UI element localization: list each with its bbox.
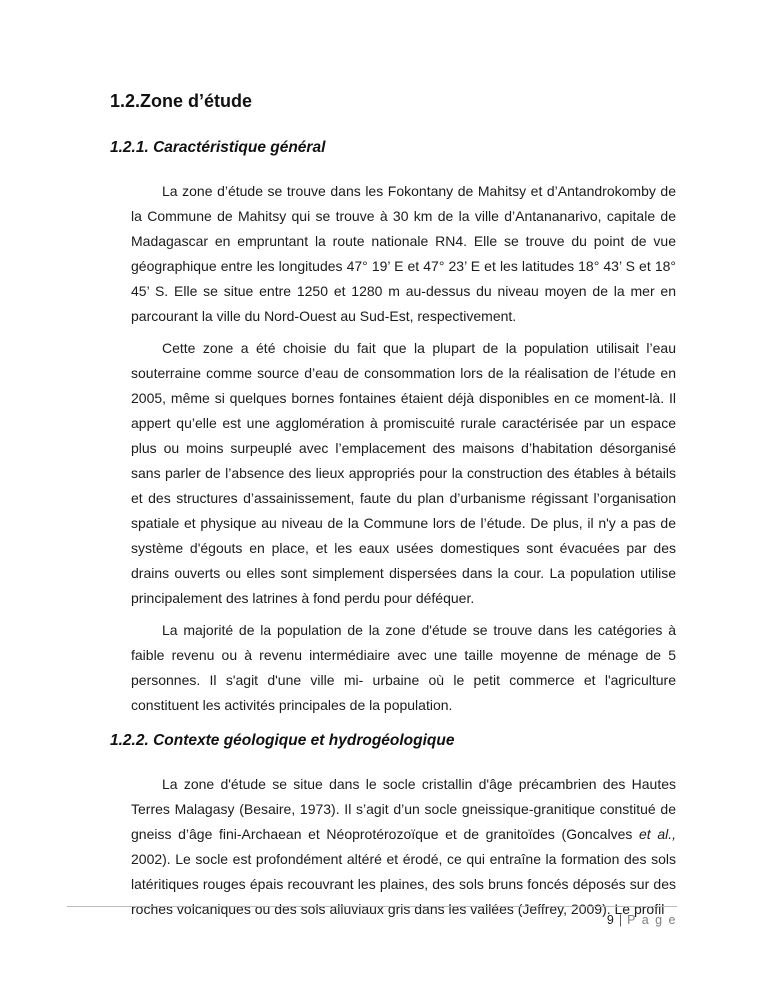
footer-page-number: 9 <box>606 913 614 927</box>
paragraph-population: La majorité de la population de la zone d'étude se trouve dans les catégories à faible revenu ou à revenu intermédiaire avec une taille moyenne de ménage de 5 personnes. Il s'agit d'une ville mi- urbaine où le petit commerce et l'agriculture constituent les activités principales de la population. <box>131 622 676 713</box>
heading-zone-etude: 1.2.Zone d’étude <box>110 91 253 111</box>
paragraph-localisation: La zone d’étude se trouve dans les Fokontany de Mahitsy et d’Antandrokomby de la Commune de Mahitsy qui se trouve à 30 km de la ville d’Antananarivo, capitale de Madagascar en empruntant la route nationale RN4. Elle se trouve du point de vue géographique entre les longitudes 47° 19’ E et 47° 23’ E et les latitudes 18° 43’ S et 18° 45’ S. Elle se situe entre 1250 et 1280 m au-dessus du niveau moyen de la mer en parcourant la ville du Nord-Ouest au Sud-Est, respectivement. <box>131 183 676 324</box>
heading-contexte-geologique: 1.2.2. Contexte géologique et hydrogéologique <box>110 732 455 749</box>
paragraph-geologie-et-al: et al., <box>639 826 677 842</box>
paragraph-geologie-text-start: La zone d'étude se situe dans le socle cristallin d'âge précambrien des Hautes Terres Malagasy (Besaire, 1973). Il s’agit d’un socle gneissique-granitique constitué de gneiss d’âge fini-Archaean et Néoprotérozoïque et de granitoïdes (Goncalves <box>131 776 676 842</box>
footer-page-label: P a g e <box>627 913 677 927</box>
paragraph-geologie-text-end: 2002). Le socle est profondément altéré et érodé, ce qui entraîne la formation des sols latéritiques rouges épais recouvrant les plaines, des sols bruns foncés déposés sur des roches volcaniques ou des sols alluviaux gris dans les vallées (Jeffrey, 2009). Le profil <box>131 851 676 917</box>
page-content <box>110 91 676 929</box>
page-footer <box>67 906 677 928</box>
footer-separator: | <box>618 913 623 927</box>
heading-caracteristique-general: 1.2.1. Caractéristique général <box>110 139 326 156</box>
footer-page-indicator <box>67 907 677 928</box>
paragraph-geologie <box>131 772 676 922</box>
paragraph-choix-zone: Cette zone a été choisie du fait que la plupart de la population utilisait l’eau souterraine comme source d’eau de consommation lors de la réalisation de l’étude en 2005, même si quelques bornes fontaines étaient déjà disponibles en ce moment-là. Il appert qu’elle est une agglomération à promiscuité rurale caractérisée par un espace plus ou moins surpeuplé avec l’emplacement des maisons d’habitation désorganisé sans parler de l’absence des lieux appropriés pour la construction des étables à bétails et des structures d’assainissement, faute du plan d’urbanisme régissant l’organisation spatiale et physique au niveau de la Commune lors de l’étude. De plus, il n'y a pas de système d'égouts en place, et les eaux usées domestiques sont évacuées par des drains ouverts ou elles sont simplement dispersées dans la cour. La population utilise principalement des latrines à fond perdu pour déféquer. <box>131 340 676 606</box>
